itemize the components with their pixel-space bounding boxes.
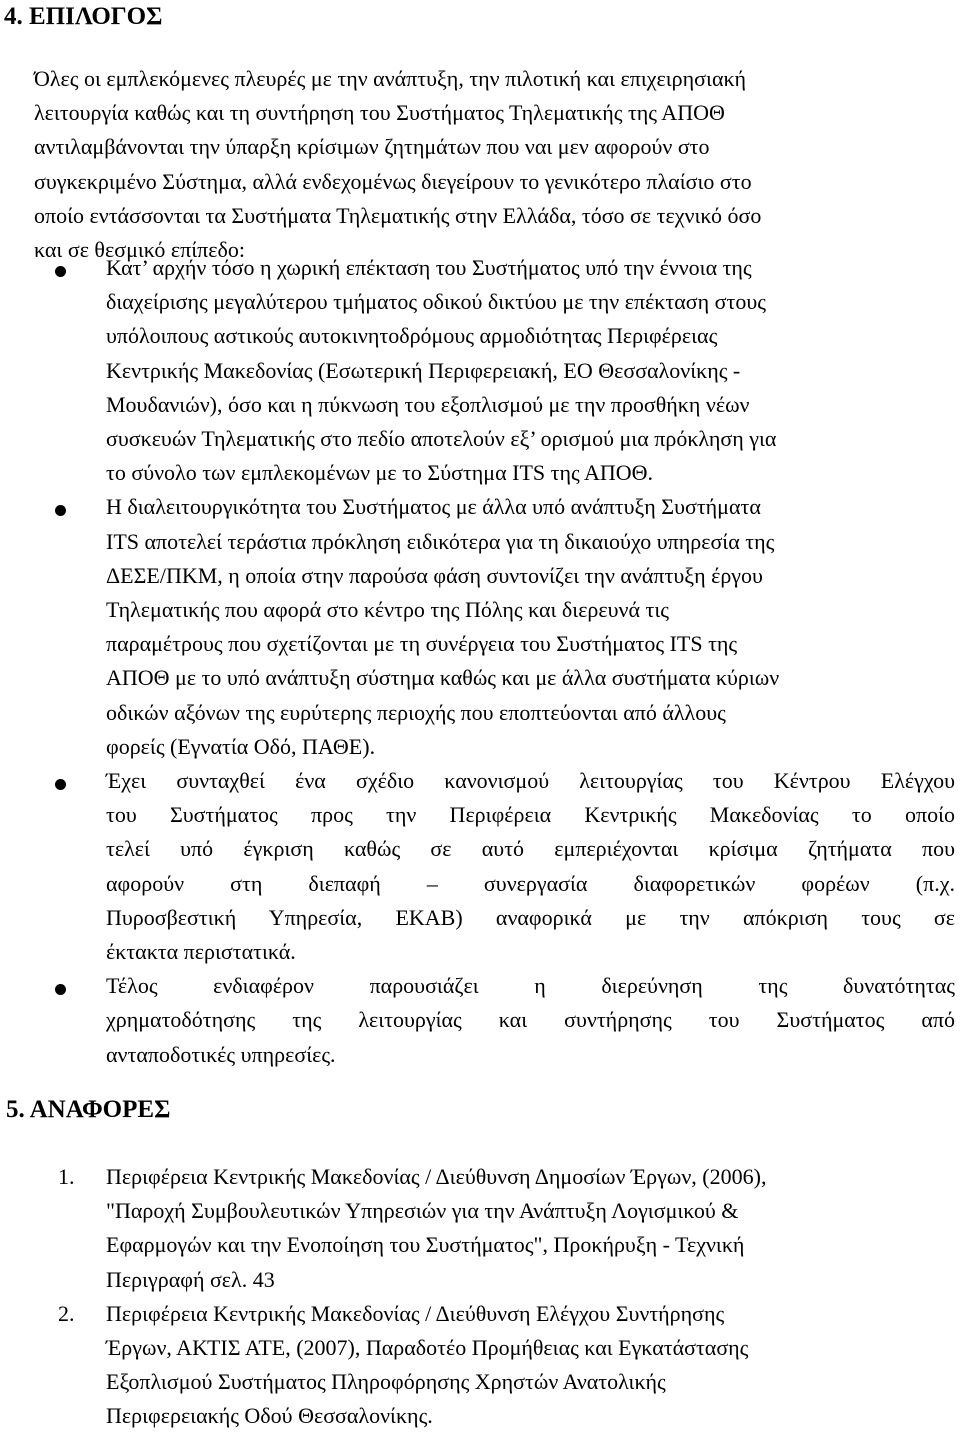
bullet-line: ανταποδοτικές υπηρεσίες. — [106, 1041, 336, 1067]
bullet-line: ΔΕΣΕ/ΠΚΜ, η οποία στην παρούσα φάση συντονίζει την ανάπτυξη έργου — [106, 562, 763, 588]
intro-paragraph — [34, 62, 914, 267]
bullet-line: χρηματοδότησης της λειτουργίας και συντήρησης του Συστήματος από — [106, 1007, 955, 1033]
section-5-title: 5. ΑΝΑΦΟΡΕΣ — [6, 1096, 171, 1123]
bullet-line: Πυροσβεστική Υπηρεσία, ΕΚΑΒ) αναφορικά με την απόκριση τους σε — [106, 904, 955, 930]
bullet-dot-icon — [55, 984, 66, 995]
bullet-line: ΑΠΟΘ με το υπό ανάπτυξη σύστημα καθώς και με άλλα συστήματα κύριων — [106, 665, 780, 691]
reference-line: Περιφερειακής Οδού Θεσσαλονίκης. — [106, 1403, 433, 1429]
intro-line: και σε θεσμικό επίπεδο: — [34, 237, 245, 263]
bullet-line: υπόλοιπους αστικούς αυτοκινητοδρόμους αρμοδιότητας Περιφέρειας — [106, 323, 718, 349]
reference-line: Έργων, ΑΚΤΙΣ ΑΤΕ, (2007), Παραδοτέο Προμήθειας και Εγκατάστασης — [106, 1335, 749, 1361]
reference-number: 1. — [58, 1164, 75, 1189]
reference-line: Περιγραφή σελ. 43 — [106, 1266, 275, 1292]
bullet-line: παραμέτρους που σχετίζονται με τη συνέργεια του Συστήματος ITS της — [106, 631, 738, 657]
reference-line: Εφαρμογών και την Ενοποίηση του Συστήματος", Προκήρυξη - Τεχνική — [106, 1232, 745, 1258]
bullet-line: τελεί υπό έγκριση καθώς σε αυτό εμπεριέχονται κρίσιμα ζητήματα που — [106, 836, 955, 862]
bullet-line: Μουδανιών), όσο και η πύκνωση του εξοπλισμού με την προσθήκη νέων — [106, 391, 750, 417]
reference-line: "Παροχή Συμβουλευτικών Υπηρεσιών για την Ανάπτυξη Λογισμικού & — [106, 1198, 739, 1224]
bullet-line: Τηλεματικής που αφορά στο κέντρο της Πόλης και διερευνά τις — [106, 597, 669, 623]
reference-line: Περιφέρεια Κεντρικής Μακεδονίας / Διεύθυνση Ελέγχου Συντήρησης — [106, 1300, 725, 1326]
bullet-line: Η διαλειτουργικότητα του Συστήματος με άλλα υπό ανάπτυξη Συστήματα — [106, 494, 761, 520]
issues-bullet-list — [0, 251, 960, 1072]
reference-item — [0, 1297, 960, 1434]
bullet-dot-icon — [55, 779, 66, 790]
bullet-line: του Συστήματος προς την Περιφέρεια Κεντρικής Μακεδονίας το οποίο — [106, 802, 955, 828]
bullet-line: ITS αποτελεί τεράστια πρόκληση ειδικότερα για τη δικαιούχο υπηρεσία της — [106, 528, 775, 554]
reference-number: 2. — [58, 1300, 75, 1326]
bullet-dot-icon — [55, 266, 66, 277]
bullet-line: Κεντρικής Μακεδονίας (Εσωτερική Περιφερειακή, ΕΟ Θεσσαλονίκης - — [106, 357, 741, 383]
reference-line: Εξοπλισμού Συστήματος Πληροφόρησης Χρηστών Ανατολικής — [106, 1369, 666, 1395]
bullet-line: φορείς (Εγνατία Οδό, ΠΑΘΕ). — [106, 733, 376, 759]
reference-item — [0, 1160, 960, 1297]
reference-line: Περιφέρεια Κεντρικής Μακεδονίας / Διεύθυνση Δημοσίων Έργων, (2006), — [106, 1164, 767, 1189]
bullet-item-financing — [0, 969, 960, 1072]
bullet-line: το σύνολο των εμπλεκομένων με το Σύστημα ITS της ΑΠΟΘ. — [106, 460, 654, 486]
intro-line: λειτουργία καθώς και τη συντήρηση του Συστήματος Τηλεματικής της ΑΠΟΘ — [34, 100, 725, 126]
bullet-line: Έχει συνταχθεί ένα σχέδιο κανονισμού λειτουργίας του Κέντρου Ελέγχου — [106, 768, 955, 794]
bullet-line: έκτακτα περιστατικά. — [106, 939, 296, 965]
intro-line: Όλες οι εμπλεκόμενες πλευρές με την ανάπτυξη, την πιλοτική και επιχειρησιακή — [34, 66, 747, 91]
bullet-item-operating-regulation — [0, 764, 960, 969]
bullet-line: Κατ’ αρχήν τόσο η χωρική επέκταση του Συστήματος υπό την έννοια της — [106, 255, 752, 280]
bullet-line: οδικών αξόνων της ευρύτερης περιοχής που εποπτεύονται από άλλους — [106, 699, 726, 725]
bullet-item-spatial-expansion — [0, 251, 960, 490]
section-4-title: 4. ΕΠΙΛΟΓΟΣ — [4, 3, 163, 30]
intro-line: συγκεκριμένο Σύστημα, αλλά ενδεχομένως διεγείρουν το γενικότερο πλαίσιο στο — [34, 168, 752, 194]
bullet-line: αφορούν στη διεπαφή – συνεργασία διαφορετικών φορέων (π.χ. — [106, 870, 955, 896]
bullet-item-interoperability — [0, 490, 960, 764]
bullet-line: Τέλος ενδιαφέρον παρουσιάζει η διερεύνηση της δυνατότητας — [106, 973, 955, 999]
bullet-dot-icon — [55, 505, 66, 516]
bullet-line: διαχείρισης μεγαλύτερου τμήματος οδικού δικτύου με την επέκταση στους — [106, 289, 766, 315]
references-list — [0, 1160, 960, 1434]
intro-line: οποίο εντάσσονται τα Συστήματα Τηλεματικής στην Ελλάδα, τόσο σε τεχνικό όσο — [34, 202, 762, 228]
intro-line: αντιλαμβάνονται την ύπαρξη κρίσιμων ζητημάτων που ναι μεν αφορούν στο — [34, 134, 710, 160]
bullet-line: συσκευών Τηλεματικής στο πεδίο αποτελούν εξ’ ορισμού μια πρόκληση για — [106, 426, 777, 452]
